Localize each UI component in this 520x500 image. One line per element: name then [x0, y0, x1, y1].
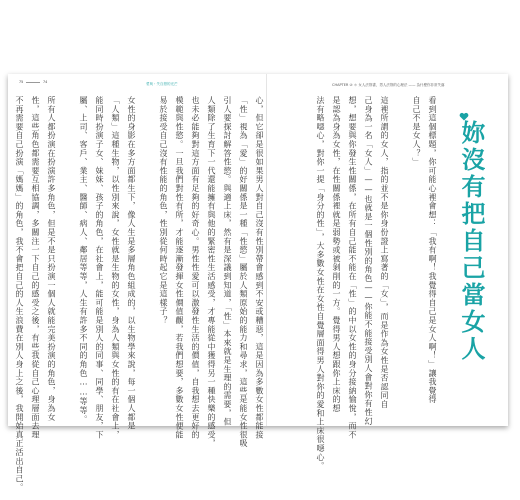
right-page-body: 看到這個標題，你可能心裡會想：「我有啊！我覺得自己是女人啊！」讓我覺得 自己不是女人？」 這裡所謂的女人，指的並不是你身份證上寫著的「女」，而是作為女性是否認同自 己身為一名「女人」——也就是一個性別的角色——你能不能接受別人會對你有性幻 想，想要與你發生性關係，在所有自己能不能在「性」的中以女性的身分接納愉悅，而不 是認為身為女性，在性關係裡就是弱勢或被剝削的一方。覺得男人想跟你上床的想 法有略噁心，對你一提「身分的性」，大多數女性在女性自覺層面得男人對你的愛和上床很噁心。	[316, 96, 437, 471]
left-running-head: 愛與・失自戀的光芒	[146, 82, 178, 86]
book-spread	[8, 74, 508, 492]
right-page-number: 74	[43, 80, 48, 84]
left-page-body: 心，但它卻是很如果男人對自己沒有性別帶會感到不安或糟惡，這是因為多數女性都能接 「性」視為「愛」的好關係是一種「性慾」屬於人類原始的能力和尋求，這些是能女性很吸 引人要探討解答性慾。與適上床，然有是深議到知道，「性」本來就是生理的需要，但 人類除了生育下一代還能擁有與他的緊密性生活感受，才專能從中獲得另一種快樂的感受， 也未必能夠對這方面有足夠的好奇心。男性性愛可以激發性生活的價值，自我想去更好的 模範與性慾。一旦我們對性有所，才能逐漸發揮女性價值觀，若我們想要，多數女性便能 易於接受自己沒有性能的角色，性別從何時起它是這樣子？ 女性的身影在多方面都生下，像人生是多層角色組成的，以生物學來說，每一個人都是 「人類」這種生物，以性別來說，女性就是生物的女性，身為人類與女性的有在社會上， 能同時扮演子女、妹妹、孩子的角色，在社會上，能可能是別人的同事、同學、朋友，下 屬、上司、客戶、業主、醫師、病人、鄰居等等，人生有許多不同的角色……等等。 所有人都扮演在扮演許多角色，但是不是只扮演一個人就能完美扮演的角色，身為女 性，這些角色都需要互相協調，多關注一下自己的感受之後，有些我從自己心理層面去理 不再需要自己扮演「媽媽」的角色，我不會把自己的人生浪費在別人身上之後，我開始真正活出自己。	[15, 96, 264, 492]
left-page-number: 75	[19, 80, 24, 84]
page-number-divider	[26, 82, 40, 83]
right-running-head: CHAPTER ② ＊ 女人法則書，男人法則的心理法 —— 為什麼你非常失落	[332, 83, 445, 87]
chapter-title: 妳沒有把自己當女人	[457, 120, 485, 363]
